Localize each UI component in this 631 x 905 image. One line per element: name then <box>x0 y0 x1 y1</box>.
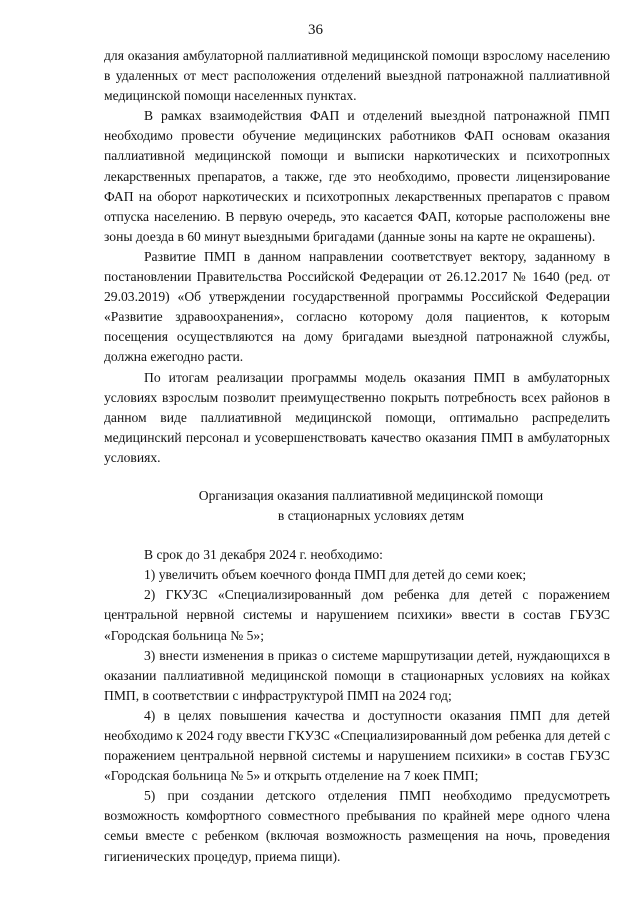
list-item: 5) при создании детского отделения ПМП необходимо предусмотреть возможность комфортного совместного пребывания по крайней мере одного члена семьи вместе с ребенком (включая возможность размещения на ночь, проведения гигиенических процедур, приема пищи). <box>104 788 610 864</box>
section-heading <box>104 486 610 526</box>
document-body <box>104 46 610 867</box>
list-item: 2) ГКУЗС «Специализированный дом ребенка для детей с поражением центральной нервной системы и нарушением психики» ввести в состав ГБУЗС «Городская больница № 5»; <box>104 587 610 643</box>
paragraph-pmp-development: Развитие ПМП в данном направлении соответствует вектору, заданному в постановлении Правительства Российской Федерации от 26.12.2017 № 1640 (ред. от 29.03.2019) «Об утверждении государственной программы Российской Федерации «Развитие здравоохранения», согласно которому доля пациентов, к которым посещения осуществляются на дому бригадами выездной патронажной службы, должна ежегодно расти. <box>104 248 610 365</box>
paragraph-program-results: По итогам реализации программы модель оказания ПМП в амбулаторных условиях взрослым позволит преимущественно покрыть потребность всех районов в данном виде паллиативной медицинской помощи, оптимально распределить медицинский персонал и усовершенствовать качество оказания ПМП в амбулаторных условиях. <box>104 369 610 465</box>
paragraph-fap-interaction: В рамках взаимодействия ФАП и отделений выездной патронажной ПМП необходимо провести обучение медицинских работников ФАП основам оказания паллиативной медицинской помощи и выписки наркотических и психотропных лекарственных препаратов, а также, где это необходимо, провести лицензирование ФАП на оборот наркотических и психотропных лекарственных препаратов с правом отпуска населению. В первую очередь, это касается ФАП, которые расположены вне зоны доезда в 60 минут выездными бригадами (данные зоны на карте не окрашены). <box>104 108 610 244</box>
list-item: 4) в целях повышения качества и доступности оказания ПМП для детей необходимо к 2024 году ввести ГКУЗС «Специализированный дом ребенка для детей с поражением центральной нервной системы и нарушением психики» в состав ГБУЗС «Городская больница № 5» и открыть отделение на 7 коек ПМП; <box>104 707 610 784</box>
section-heading-line-2: в стационарных условиях детям <box>277 508 465 524</box>
paragraph-continuation: для оказания амбулаторной паллиативной медицинской помощи взрослому населению в удаленных от мест расположения отделений выездной патронажной паллиативной медицинской помощи населенных пунктах. <box>104 48 610 104</box>
page-number: 36 <box>308 22 323 38</box>
section-heading-line-1: Организация оказания паллиативной медицинской помощи <box>198 487 544 503</box>
list-item: 3) внести изменения в приказ о системе маршрутизации детей, нуждающихся в оказании паллиативной медицинской помощи в стационарных условиях на койках ПМП, в соответствии с инфраструктурой ПМП на 2024 год; <box>104 647 610 703</box>
list-item: 1) увеличить объем коечного фонда ПМП для детей до семи коек; <box>144 567 527 583</box>
list-intro: В срок до 31 декабря 2024 г. необходимо: <box>144 547 383 563</box>
